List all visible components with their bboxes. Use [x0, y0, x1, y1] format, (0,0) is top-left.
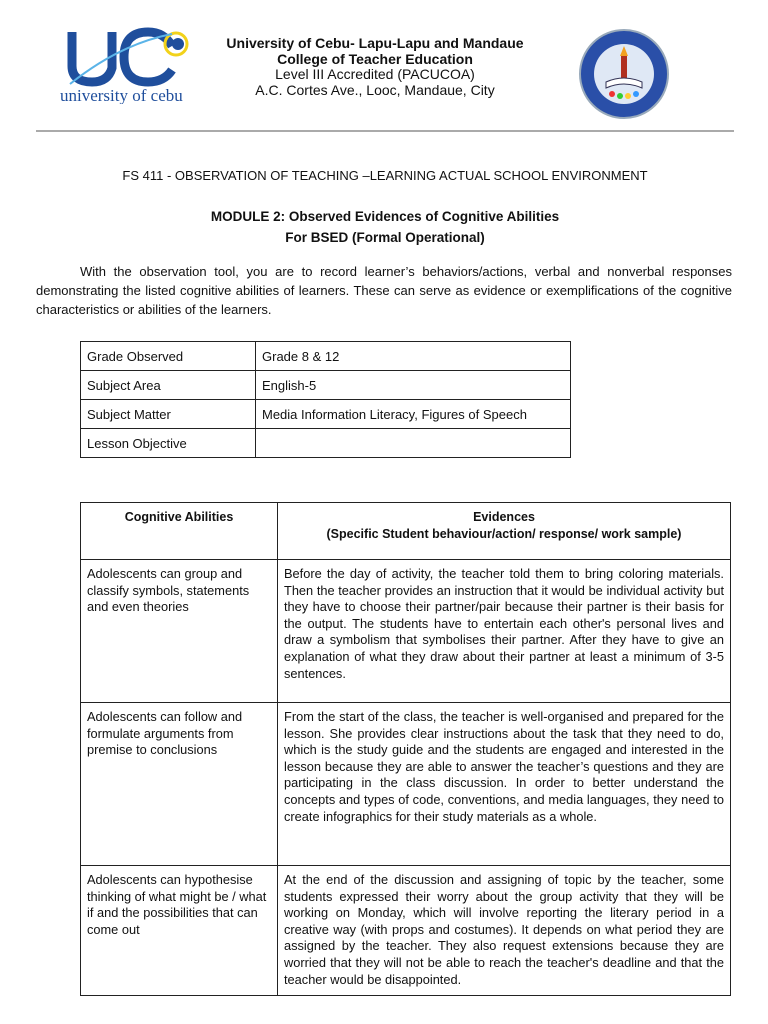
- info-value: [256, 429, 571, 458]
- university-of-cebu-logo: [60, 24, 200, 104]
- table-row: [81, 703, 731, 866]
- module-subtitle: For BSED (Formal Operational): [285, 230, 485, 245]
- info-value: English-5: [256, 371, 571, 400]
- evidence-cell: At the end of the discussion and assigning of topic by the teacher, some students expressed their worry about the group activity that they will be working on Monday, which will involve reporting the literary period in a creative way (with props and costumes). It depends on what period they are assigned by the teacher. They also request extensions because they are worried that they will not be able to reach the teacher's deadline and that the teacher would be disappointed.: [278, 866, 731, 996]
- ability-cell: Adolescents can follow and formulate arguments from premise to conclusions: [81, 703, 278, 866]
- info-label: Lesson Objective: [81, 429, 256, 458]
- letterhead: [210, 36, 540, 98]
- header-divider: [36, 130, 734, 132]
- table-row: [81, 400, 571, 429]
- evidence-cell: Before the day of activity, the teacher told them to bring coloring materials. Then the teacher provides an instruction that it would be individual activity but they have to choose their partner/pair because their partner is their basis for the output. The students have to entertain each other's personal lives and draw a symbolism that symbolises their partner. After they have to give an explanation of what they draw about their partner at least a minimum of 3-5 sentences.: [278, 560, 731, 703]
- info-label: Subject Area: [81, 371, 256, 400]
- header-evidences-subtitle: (Specific Student behaviour/action/ response/ work sample): [326, 526, 682, 541]
- info-label: Subject Matter: [81, 400, 256, 429]
- intro-paragraph: With the observation tool, you are to record learner’s behaviors/actions, verbal and nonverbal responses demonstrating the listed cognitive abilities of learners. These can serve as evidence or exemplifications of the cognitive characteristics or abilities of the learners.: [36, 264, 732, 317]
- module-heading: [36, 206, 734, 248]
- address: A.C. Cortes Ave., Looc, Mandaue, City: [255, 81, 495, 98]
- table-row: [81, 371, 571, 400]
- header-evidences: [278, 503, 731, 560]
- info-label: Grade Observed: [81, 342, 256, 371]
- university-name: University of Cebu- Lapu-Lapu and Mandaue: [226, 35, 524, 51]
- table-row: [81, 342, 571, 371]
- table-header-row: [81, 503, 731, 560]
- info-value: Media Information Literacy, Figures of Speech: [256, 400, 571, 429]
- module-title: MODULE 2: Observed Evidences of Cognitive Abilities: [210, 209, 560, 224]
- svg-text:university of cebu: university of cebu: [60, 86, 183, 104]
- accreditation: Level III Accredited (PACUCOA): [275, 66, 475, 82]
- table-row: [81, 560, 731, 703]
- college-seal: [578, 28, 670, 120]
- table-row: [81, 429, 571, 458]
- ability-cell: Adolescents can hypothesise thinking of what might be / what if and the possibilities that can come out: [81, 866, 278, 996]
- college-name: College of Teacher Education: [277, 50, 473, 67]
- info-value: Grade 8 & 12: [256, 342, 571, 371]
- table-row: [81, 866, 731, 996]
- header-evidences-title: Evidences: [473, 510, 535, 524]
- evidence-table: [80, 502, 731, 996]
- evidence-cell: From the start of the class, the teacher is well-organised and prepared for the lesson. She provides clear instructions about the task that they need to do, which is the study guide and the students are engaged and interested in the lesson because they are able to answer the teacher’s questions and they are participating in the class discussion. In order to better understand the concepts and types of code, conventions, and media languages, they need to create infographics for their study materials as a whole.: [278, 703, 731, 866]
- lesson-info-table: [80, 341, 571, 458]
- header-abilities: Cognitive Abilities: [81, 503, 278, 560]
- ability-cell: Adolescents can group and classify symbols, statements and even theories: [81, 560, 278, 703]
- course-title: FS 411 - OBSERVATION OF TEACHING –LEARNING ACTUAL SCHOOL ENVIRONMENT: [122, 168, 648, 183]
